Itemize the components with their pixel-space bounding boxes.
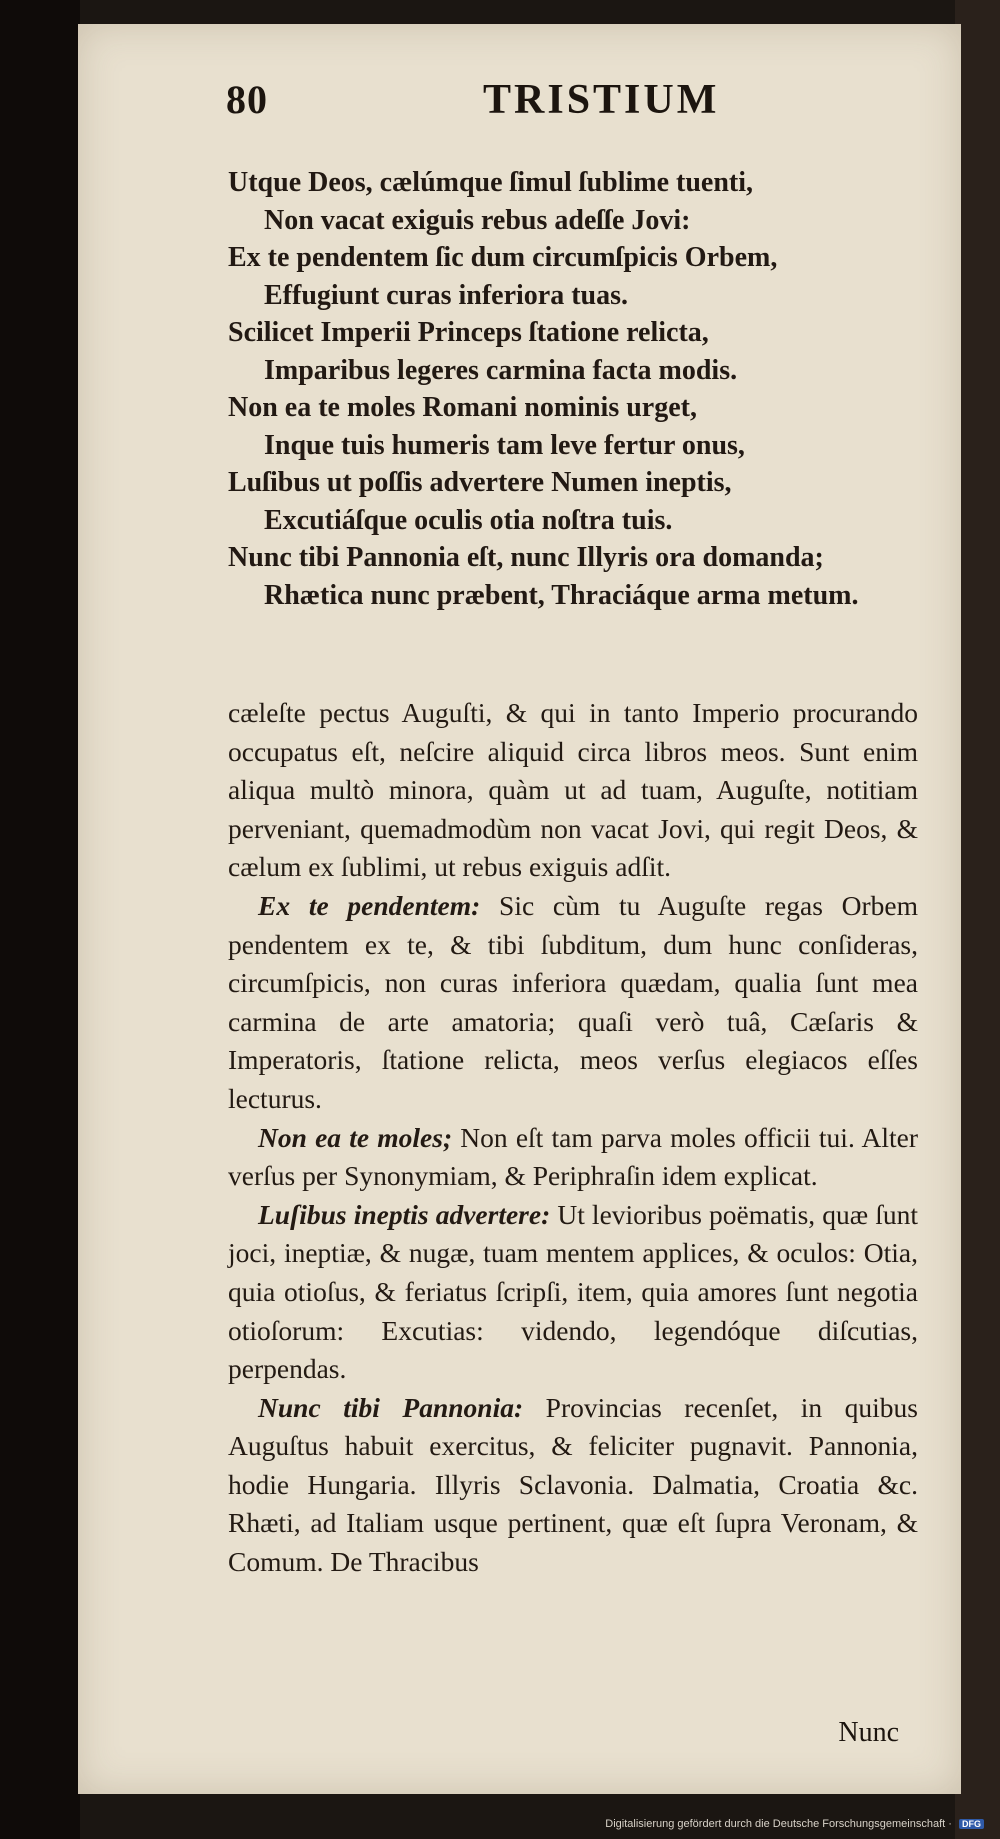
digitization-credit [0,1818,1000,1830]
commentary-body: Sic cùm tu Auguſte regas Orbem pendentem ex te, & tibi ſubditum, dum hunc conſideras, circumſpicis, non curas inferiora quædam, qualia ſunt mea carmina de arte amatoria; quaſi verò tuâ, Cæſaris & Imperatoris, ſtatione relicta, meos verſus elegiacos eſſes lecturus. [228,889,918,1114]
poem-verses [228,164,918,614]
scan-background-left [0,0,80,1839]
verse-line: Excutiáſque oculis otia noſtra tuis. [264,504,673,536]
scan-background-right [955,0,1000,1839]
credit-text: Digitalisierung gefördert durch die Deutsche Forschungsgemeinschaft · [605,1818,952,1830]
commentary-paragraph [228,694,918,887]
commentary-lemma: Nunc tibi Pannonia: [258,1391,524,1423]
commentary-paragraph [228,1389,918,1582]
verse-line: Non vacat exiguis rebus adeſſe Jovi: [264,204,691,236]
commentary-lemma: Ex te pendentem: [258,889,481,921]
verse-line: Utque Deos, cælúmque ſimul ſublime tuenti, [228,167,754,198]
commentary-lemma: Luſibus ineptis advertere: [258,1198,551,1230]
verse-line: Ex te pendentem ſic dum circumſpicis Orbem, [228,242,778,273]
page-number: 80 [226,77,268,122]
verse-line: Effugiunt curas inferiora tuas. [264,279,628,311]
verse-line: Imparibus legeres carmina facta modis. [264,354,738,386]
book-page [78,24,961,1794]
commentary-body: cæleſte pectus Auguſti, & qui in tanto Imperio procurando occupatus eſt, neſcire aliquid circa libros meos. Sunt enim aliqua multò minora, quàm ut ad tuam, Auguſte, notitiam perveniant, quemadmodùm non vacat Jovi, qui regit Deos, & cælum ex ſublimi, ut rebus exiguis adſit. [228,697,918,883]
verse-line: Inque tuis humeris tam leve fertur onus, [264,429,745,461]
dfg-logo: DFG [959,1819,984,1829]
commentary-paragraph [228,887,918,1119]
commentary-paragraph [228,1196,918,1389]
verse-line: Rhætica nunc præbent, Thraciáque arma metum. [264,579,859,611]
verse-line: Nunc tibi Pannonia eſt, nunc Illyris ora domanda; [228,542,824,573]
commentary-text [228,694,918,1582]
commentary-body: Ut levioribus poëmatis, quæ ſunt joci, ineptiæ, & nugæ, tuam mentem applices, & oculos: Otia, quia otioſus, & feriatus ſcripſi, item, quia amores ſunt negotia otioſorum: Excutias: videndo, legendóque diſcutias, perpendas. [228,1198,918,1385]
catchword: Nunc [838,1717,899,1748]
verse-line: Non ea te moles Romani nominis urget, [228,392,697,423]
running-head: TRISTIUM [483,77,720,123]
verse-line: Scilicet Imperii Princeps ſtatione relicta, [228,317,709,348]
commentary-lemma: Non ea te moles; [258,1121,453,1153]
commentary-paragraph [228,1119,918,1196]
commentary-body: Non eſt tam parva moles officii tui. Alter verſus per Synonymiam, & Periphraſin idem explicat. [228,1121,918,1192]
commentary-body: Provincias recenſet, in quibus Auguſtus habuit exercitus, & feliciter pugnavit. Pannonia, hodie Hungaria. Illyris Sclavonia. Dalmatia, Croatia &c. Rhæti, ad Italiam usque pertinent, quæ eſt ſupra Veronam, & Comum. De Thracibus [228,1391,919,1578]
verse-line: Luſibus ut poſſis advertere Numen ineptis, [228,467,732,498]
